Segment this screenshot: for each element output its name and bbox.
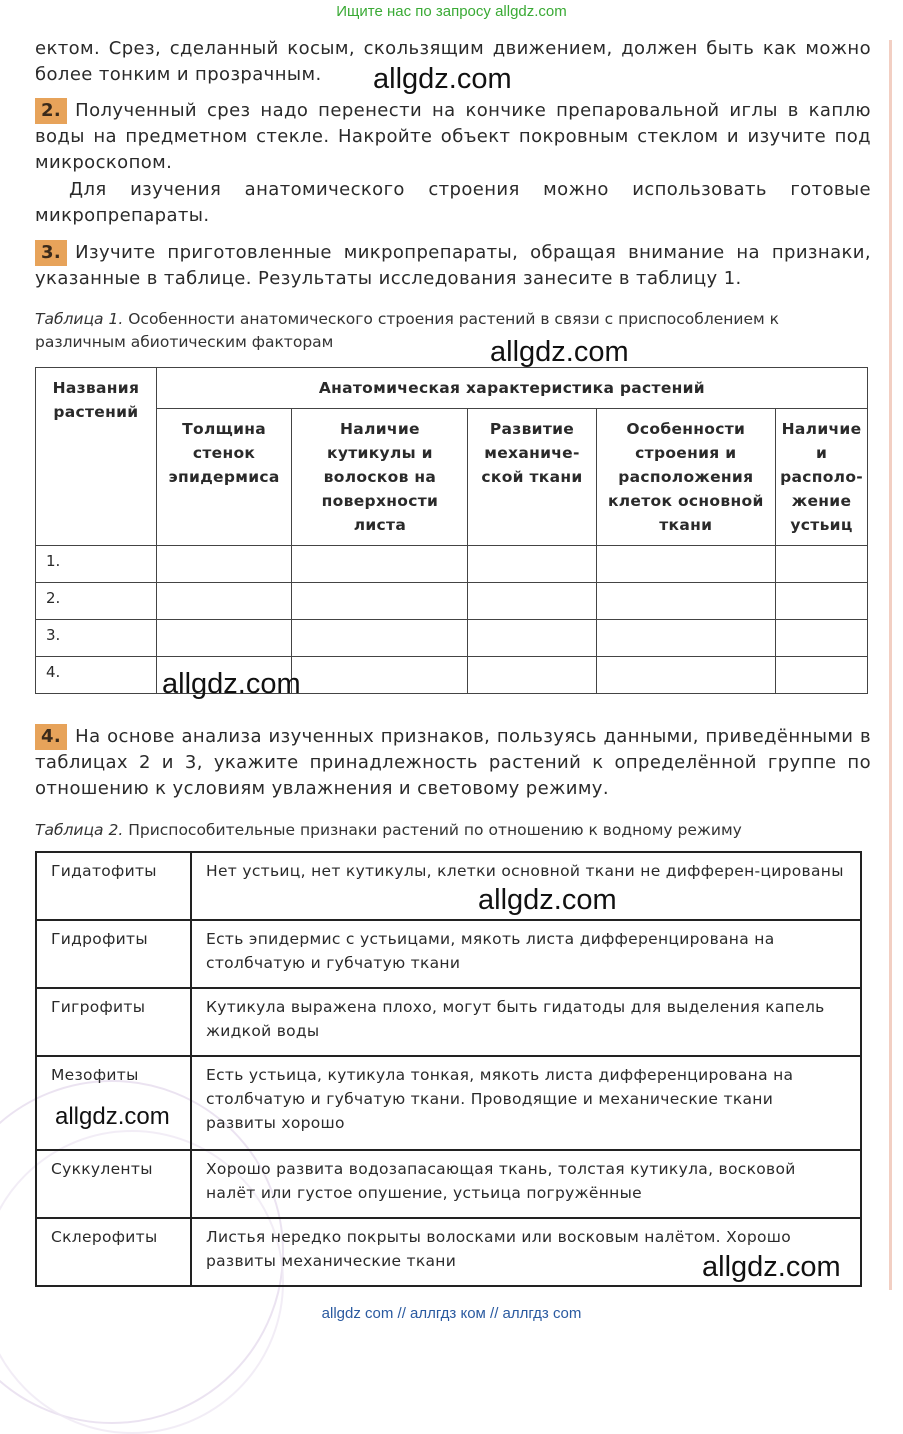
step-number-3: 3. bbox=[35, 240, 67, 266]
table-row bbox=[36, 583, 868, 620]
table-cell bbox=[156, 620, 292, 657]
table1-subheader: Особенности строения и расположения клеток основной ткани bbox=[596, 409, 776, 546]
step-4 bbox=[35, 724, 871, 802]
plant-group-description: Есть устьица, кутикула тонкая, мякоть листа дифференцирована на столбчатую и губчатую ткани. Проводящие и механические ткани развиты хорошо bbox=[191, 1056, 861, 1150]
page-edge-line bbox=[889, 40, 892, 1290]
plant-group-name: Мезофиты bbox=[36, 1056, 191, 1150]
watermark: allgdz.com bbox=[478, 884, 617, 916]
watermark: allgdz.com bbox=[373, 63, 512, 95]
paragraph-mid: Для изучения анатомического строения можно использовать готовые микропрепараты. bbox=[35, 179, 871, 226]
plant-group-name: Склерофиты bbox=[36, 1218, 191, 1286]
table-cell bbox=[596, 620, 776, 657]
table-row bbox=[36, 546, 868, 583]
table-row bbox=[36, 657, 868, 694]
table-cell bbox=[292, 657, 468, 694]
step-number-4: 4. bbox=[35, 724, 67, 750]
table-cell bbox=[468, 620, 596, 657]
table-cell bbox=[468, 546, 596, 583]
plant-group-description: Есть эпидермис с устьицами, мякоть листа дифференцирована на столбчатую и губчатую ткани bbox=[191, 920, 861, 988]
table1-header-names: Названия растений bbox=[36, 368, 157, 546]
table-cell bbox=[292, 620, 468, 657]
plant-group-description: Кутикула выражена плохо, могут быть гидатоды для выделения капель жидкой воды bbox=[191, 988, 861, 1056]
table-row bbox=[36, 988, 861, 1056]
plant-group-name: Гидатофиты bbox=[36, 852, 191, 920]
plant-group-description: Нет устьиц, нет кутикулы, клетки основной ткани не дифферен-цированы bbox=[191, 852, 861, 920]
watermark: allgdz.com bbox=[55, 1103, 170, 1130]
plant-group-description: Листья нередко покрыты волосками или восковым налётом. Хорошо развиты механические ткани bbox=[191, 1218, 861, 1286]
table2-caption bbox=[35, 819, 742, 842]
watermark: allgdz.com bbox=[490, 336, 629, 368]
table1-caption-label: Таблица 1. bbox=[35, 310, 124, 328]
table-cell bbox=[596, 583, 776, 620]
table1-caption-text: Особенности анатомического строения растений в связи с приспособлением к различным абиотическим факторам bbox=[35, 310, 779, 351]
top-banner: Ищите нас по запросу allgdz.com bbox=[336, 3, 567, 20]
table1-row-number: 2. bbox=[36, 583, 157, 620]
step-number-2: 2. bbox=[35, 98, 67, 124]
table-row bbox=[36, 620, 868, 657]
table-row bbox=[36, 1150, 861, 1218]
table-cell bbox=[156, 583, 292, 620]
table1-row-number: 1. bbox=[36, 546, 157, 583]
table-cell bbox=[776, 620, 868, 657]
table2-caption-text: Приспособительные признаки растений по отношению к водному режиму bbox=[128, 821, 742, 839]
plant-group-name: Гидрофиты bbox=[36, 920, 191, 988]
watermark: allgdz.com bbox=[162, 668, 301, 700]
table-cell bbox=[468, 583, 596, 620]
table-cell bbox=[776, 657, 868, 694]
step-2 bbox=[35, 98, 871, 176]
table-cell bbox=[292, 583, 468, 620]
step-4-text: На основе анализа изученных признаков, пользуясь данными, приведёнными в таблицах 2 и 3, укажите принадлежность растений к определённой группе по отношению к условиям увлажнения и световому режиму. bbox=[35, 726, 871, 799]
plant-group-description: Хорошо развита водозапасающая ткань, толстая кутикула, восковой налёт или густое опушение, устьица погружённые bbox=[191, 1150, 861, 1218]
table-1 bbox=[35, 367, 868, 694]
watermark: allgdz.com bbox=[702, 1251, 841, 1283]
table1-subheader: Наличие кутикулы и волосков на поверхности листа bbox=[292, 409, 468, 546]
table-row bbox=[36, 852, 861, 920]
plant-group-name: Суккуленты bbox=[36, 1150, 191, 1218]
table1-row-number: 4. bbox=[36, 657, 157, 694]
table1-subheader: Развитие механиче-ской ткани bbox=[468, 409, 596, 546]
table-row bbox=[36, 920, 861, 988]
table-cell bbox=[596, 657, 776, 694]
table-cell bbox=[292, 546, 468, 583]
table1-subheader: Наличие и располо-жение устьиц bbox=[776, 409, 868, 546]
table1-subheader: Толщина стенок эпидермиса bbox=[156, 409, 292, 546]
step-3-text: Изучите приготовленные микропрепараты, обращая внимание на признаки, указанные в таблице. Результаты исследования занесите в таблицу 1. bbox=[35, 242, 871, 289]
table-cell bbox=[776, 546, 868, 583]
table2-caption-label: Таблица 2. bbox=[35, 821, 124, 839]
table1-header-group: Анатомическая характеристика растений bbox=[156, 368, 867, 409]
table1-caption bbox=[35, 308, 855, 354]
step-3 bbox=[35, 240, 871, 292]
table-cell bbox=[776, 583, 868, 620]
plant-group-name: Гигрофиты bbox=[36, 988, 191, 1056]
step-2-text: Полученный срез надо перенести на кончике препаровальной иглы в каплю воды на предметном стекле. Накройте объект покровным стеклом и изучите под микроскопом. bbox=[35, 100, 871, 173]
footer-links: allgdz com // аллгдз ком // аллгдз com bbox=[321, 1305, 582, 1322]
table-cell bbox=[468, 657, 596, 694]
table-2 bbox=[35, 851, 862, 1287]
paragraph-top: ектом. Срез, сделанный косым, скользящим движением, должен быть как можно более тонким и прозрачным. bbox=[35, 38, 871, 85]
table-cell bbox=[156, 546, 292, 583]
table1-row-number: 3. bbox=[36, 620, 157, 657]
table-cell bbox=[596, 546, 776, 583]
